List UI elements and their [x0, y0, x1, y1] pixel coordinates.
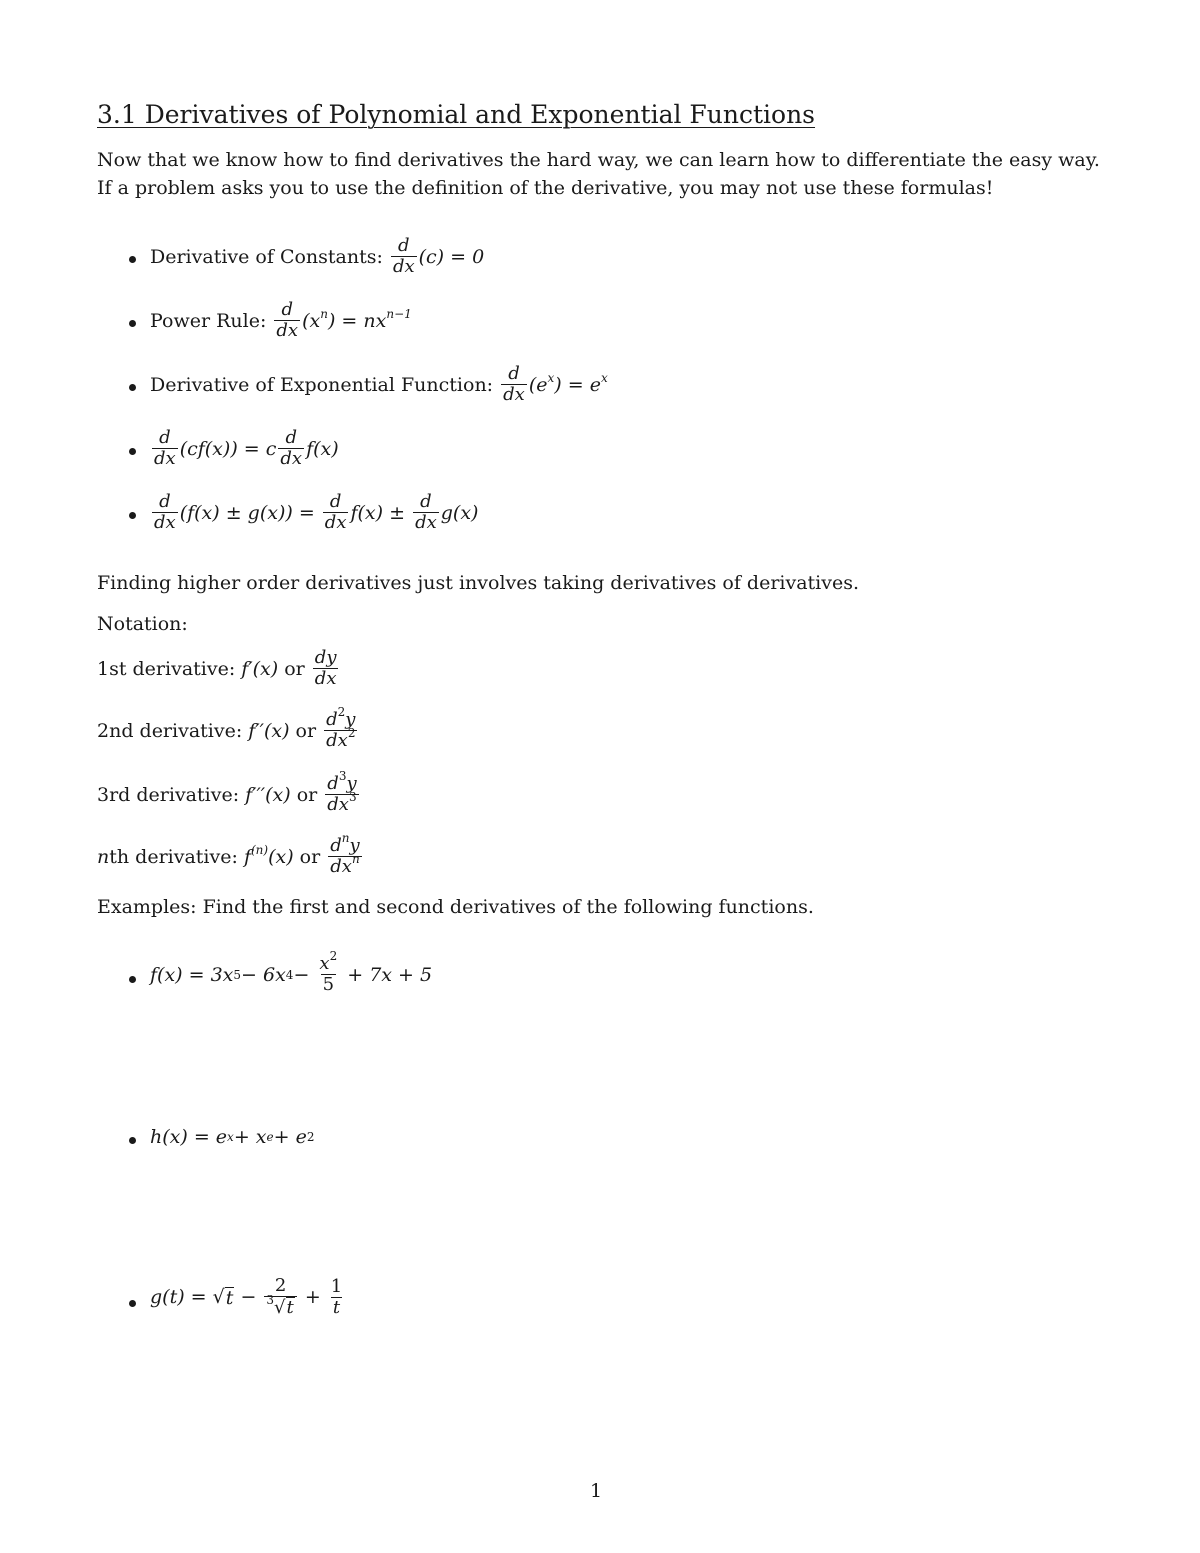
rule-label: Derivative of Constants:	[150, 245, 383, 268]
derivative-operator: $\frac{d}{dx}$	[392, 235, 415, 277]
leibniz-fraction: $\frac{d^ny}{dx^n}$	[330, 831, 360, 877]
higher-order-text: Finding higher order derivatives just involves taking derivatives of derivatives.	[97, 572, 860, 594]
page-number: 1	[590, 1480, 603, 1502]
derivative-operator: $\frac{d}{dx}$	[154, 427, 176, 469]
rule-label: Derivative of Exponential Function:	[150, 373, 494, 396]
leibniz-fraction: $\frac{d^3y}{dx^3}$	[327, 769, 357, 815]
example-g: g(t) = √ t − $\frac{2}{^3√t}$ + $\frac{1}{t}$	[150, 1275, 343, 1318]
bullet-marker	[129, 256, 136, 263]
rule-label: Power Rule:	[150, 309, 267, 332]
example-f: f(x) = 3x 5 − 6x 4 − $\frac{x^2}{5}$ + 7x + 5	[150, 949, 433, 995]
bullet-marker	[129, 384, 136, 391]
rule-formula: $(e^x) = e^x$	[528, 370, 608, 396]
bullet-marker	[129, 976, 136, 983]
bullet-marker	[129, 320, 136, 327]
rule-formula: $(x^n) = nx^{n-1}$	[302, 306, 412, 332]
rule-constants	[150, 236, 484, 277]
notation-second: 2nd derivative: f′′(x) or $\frac{d^2y}{dx^2}$	[97, 705, 356, 751]
rule-formula: (c) = 0	[418, 245, 485, 268]
leibniz-fraction: $\frac{d^2y}{dx^2}$	[326, 705, 356, 751]
derivative-operator: $\frac{d}{dx}$	[324, 491, 347, 533]
notation-nth: n th derivative: $f^{(n)}(x)$ or $\frac{d^ny}{dx^n}$	[97, 831, 360, 877]
rule-exponential	[150, 364, 608, 405]
leibniz-fraction: $\frac{dy}{dx}$	[314, 647, 337, 689]
intro-paragraph: Now that we know how to find derivatives the hard way, we can learn how to differentiate the easy way. If a problem asks you to use the definition of the derivative, you may not use these formulas!	[97, 149, 1100, 199]
rule-sum-difference: $\frac{d}{dx}$ (f(x) ± g(x)) = $\frac{d}{dx}$ f(x) ± $\frac{d}{dx}$ g(x)	[154, 491, 479, 533]
derivative-operator: $\frac{d}{dx}$	[415, 491, 437, 533]
derivative-operator: $\frac{d}{dx}$	[154, 491, 176, 533]
notation-first: 1st derivative: f′(x) or $\frac{dy}{dx}$	[97, 647, 337, 689]
page-title: 3.1 Derivatives of Polynomial and Exponential Functions	[97, 100, 816, 129]
fraction: $\frac{x^2}{5}$	[319, 949, 338, 995]
derivative-operator: $\frac{d}{dx}$	[276, 299, 299, 341]
fraction: $\frac{2}{^3√t}$	[264, 1276, 296, 1318]
bullet-marker	[129, 448, 136, 455]
fraction: $\frac{1}{t}$	[330, 1275, 343, 1318]
derivative-operator: $\frac{d}{dx}$	[503, 363, 525, 405]
notation-third: 3rd derivative: f′′′(x) or $\frac{d^3y}{dx^3}$	[97, 769, 357, 815]
notation-label: Notation:	[97, 613, 188, 635]
bullet-marker	[129, 1137, 136, 1144]
rule-power	[150, 300, 412, 341]
bullet-marker	[129, 512, 136, 519]
bullet-marker	[129, 1300, 136, 1307]
rule-constant-multiple: $\frac{d}{dx}$ (cf(x)) = c $\frac{d}{dx}$ f(x)	[154, 427, 339, 469]
examples-intro: Examples: Find the first and second derivatives of the following functions.	[97, 896, 814, 918]
derivative-operator: $\frac{d}{dx}$	[280, 427, 303, 469]
example-h: h(x) = e x + x e + e 2	[150, 1126, 315, 1148]
